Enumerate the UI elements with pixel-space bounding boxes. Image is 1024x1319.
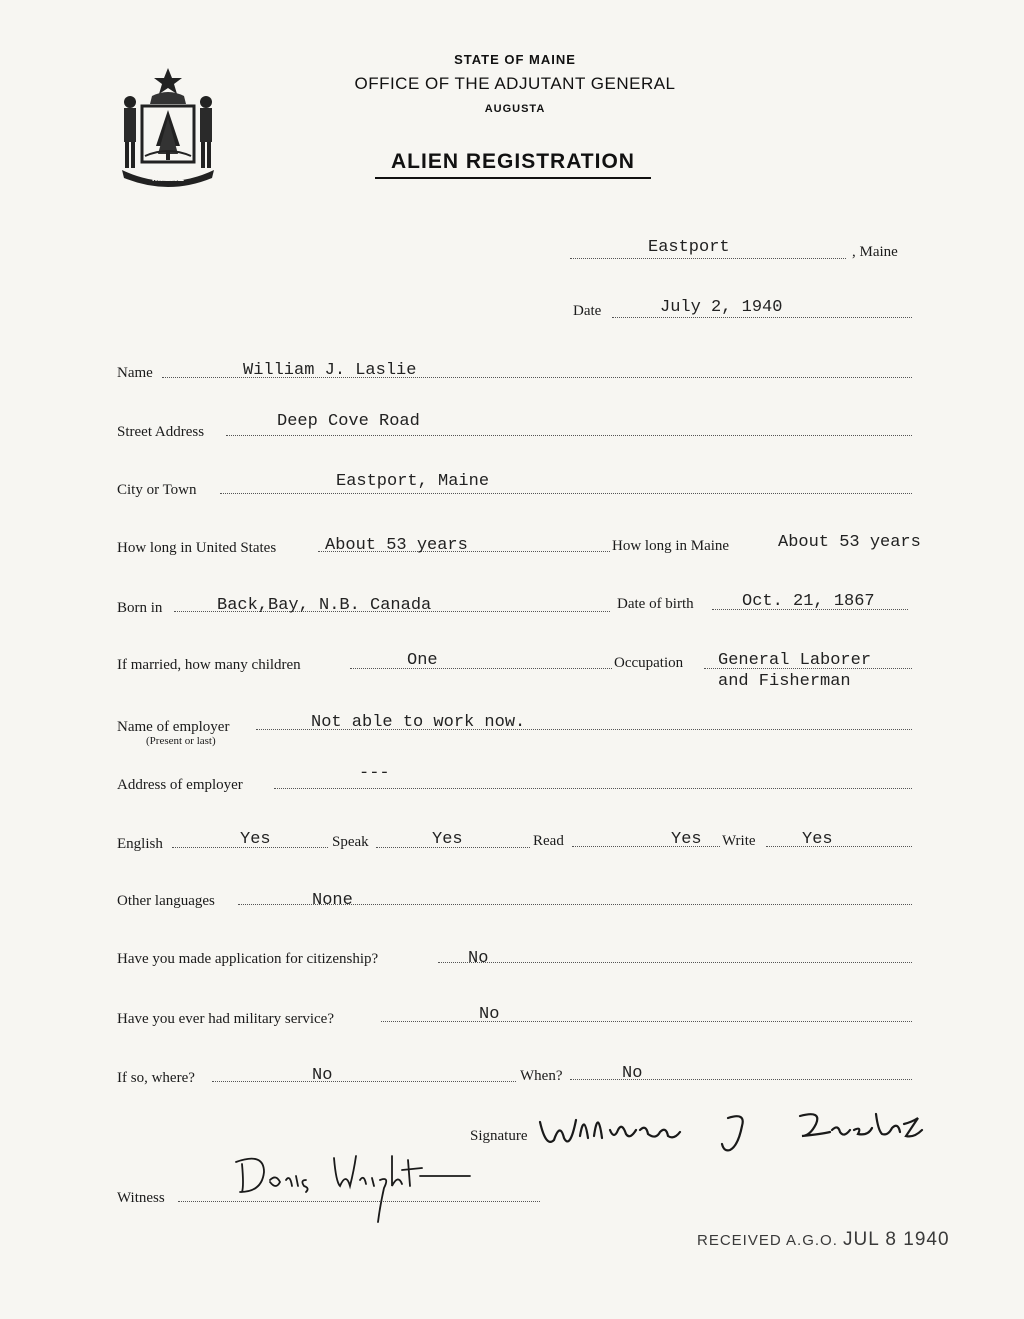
children-label: If married, how many children <box>117 657 301 673</box>
where-value: No <box>312 1066 333 1085</box>
applicant-signature <box>532 1100 932 1160</box>
born-in-label: Born in <box>117 600 163 616</box>
how-long-maine-label: How long in Maine <box>612 538 730 554</box>
date-label: Date <box>573 303 602 319</box>
employer-sublabel: (Present or last) <box>146 735 216 747</box>
city-line <box>220 493 912 494</box>
citizenship-value: No <box>468 949 489 968</box>
date-line <box>612 317 912 318</box>
read-label: Read <box>533 833 564 849</box>
english-value: Yes <box>240 830 271 849</box>
children-line <box>350 668 612 669</box>
military-label: Have you ever had military service? <box>117 1011 334 1027</box>
employer-address-label: Address of employer <box>117 777 243 793</box>
citizenship-label: Have you made application for citizenship? <box>117 951 379 967</box>
read-value: Yes <box>671 830 702 849</box>
military-line <box>381 1021 912 1022</box>
occupation-value: General Laborer <box>718 651 872 670</box>
city-label: City or Town <box>117 482 197 498</box>
street-line <box>226 435 912 436</box>
header-city: AUGUSTA <box>484 103 546 115</box>
when-value: No <box>622 1064 643 1083</box>
town-value: Eastport <box>648 238 730 257</box>
write-label: Write <box>722 833 756 849</box>
children-value: One <box>407 651 438 670</box>
name-value: William J. Laslie <box>243 361 417 380</box>
signature-label: Signature <box>470 1128 528 1144</box>
page-title: ALIEN REGISTRATION <box>375 150 651 179</box>
street-label: Street Address <box>117 424 205 440</box>
date-of-birth-label: Date of birth <box>617 596 694 612</box>
english-label: English <box>117 836 163 852</box>
write-line <box>766 846 912 847</box>
employer-label: Name of employer <box>117 719 230 735</box>
military-value: No <box>479 1005 500 1024</box>
svg-text:MAINE: MAINE <box>151 173 185 184</box>
city-value: Eastport, Maine <box>336 472 490 491</box>
speak-value: Yes <box>432 830 463 849</box>
other-languages-value: None <box>312 891 353 910</box>
how-long-maine-value: About 53 years <box>778 533 921 552</box>
maine-seal-icon <box>112 66 224 188</box>
occupation-value-line-2: and Fisherman <box>718 672 851 691</box>
witness-label: Witness <box>117 1190 165 1206</box>
town-line <box>570 258 846 259</box>
where-line <box>212 1081 516 1082</box>
other-languages-label: Other languages <box>117 893 215 909</box>
employer-value: Not able to work now. <box>311 713 526 732</box>
name-label: Name <box>117 365 153 381</box>
witness-signature <box>230 1146 480 1230</box>
write-value: Yes <box>802 830 833 849</box>
header-office: OFFICE OF THE ADJUTANT GENERAL <box>354 74 676 93</box>
how-long-us-label: How long in United States <box>117 540 277 556</box>
how-long-us-value: About 53 years <box>325 536 468 555</box>
speak-label: Speak <box>332 834 369 850</box>
received-stamp-text: RECEIVED A.G.O. <box>697 1232 838 1249</box>
when-label: When? <box>520 1068 563 1084</box>
street-value: Deep Cove Road <box>277 412 420 431</box>
received-stamp <box>697 1229 950 1251</box>
header-state: STATE OF MAINE <box>454 52 576 67</box>
employer-address-value: --- <box>359 764 390 783</box>
born-in-value: Back,Bay, N.B. Canada <box>217 596 432 615</box>
date-value: July 2, 1940 <box>660 298 783 317</box>
occupation-label: Occupation <box>614 655 684 671</box>
where-label: If so, where? <box>117 1070 195 1086</box>
received-stamp-date: JUL 8 1940 <box>843 1229 950 1250</box>
date-of-birth-value: Oct. 21, 1867 <box>742 592 875 611</box>
citizenship-line <box>438 962 912 963</box>
employer-address-line <box>274 788 912 789</box>
state-suffix-label: , Maine <box>852 244 898 260</box>
